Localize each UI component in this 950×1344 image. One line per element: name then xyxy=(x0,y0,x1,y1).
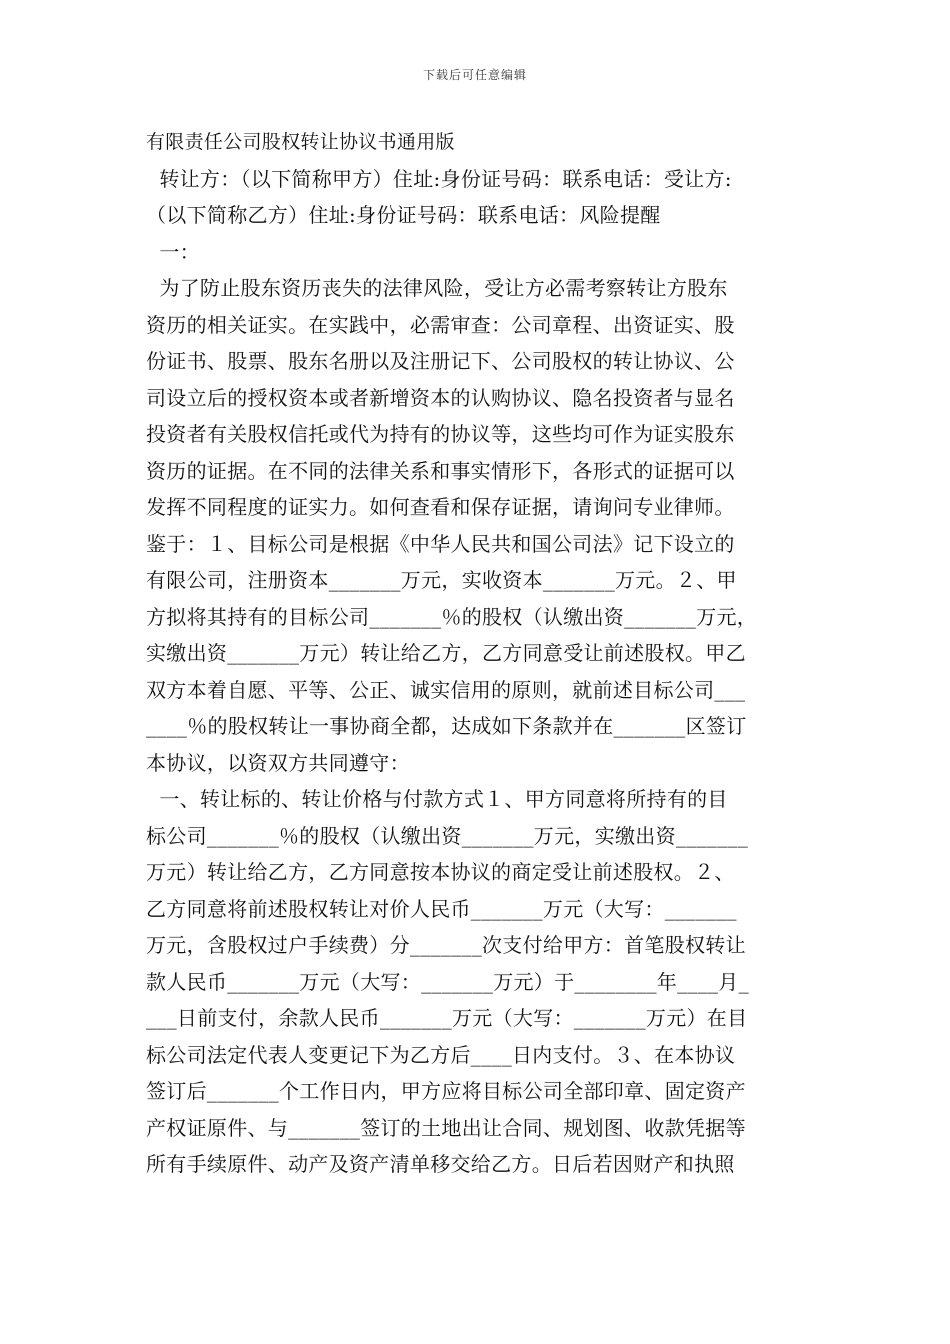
text-line: 实缴出资_______万元）转让给乙方，乙方同意受让前述股权。甲乙 xyxy=(146,641,746,665)
text-line: 为了防止股东资历丧失的法律风险，受让方必需考察转让方股东 xyxy=(146,276,728,300)
text-line: 万元，含股权过户手续费）分_______次支付给甲方：首笔股权转让 xyxy=(146,933,746,957)
text-line: 标公司法定代表人变更记下为乙方后____日内支付。３、在本协议 xyxy=(146,1042,736,1067)
text-line: 方拟将其持有的目标公司_______％的股权（认缴出资_______万元， xyxy=(146,604,758,629)
text-line: 本协议，以资双方共同遵守： xyxy=(146,750,410,775)
text-line: 转让方：（以下简称甲方）住址:身份证号码：联系电话：受让方: xyxy=(146,166,732,191)
text-line: 资历的证据。在不同的法律关系和事实情形下，各形式的证据可以 xyxy=(146,458,735,483)
text-line: 一、转让标的、转让价格与付款方式１、甲方同意将所持有的目 xyxy=(146,787,728,811)
text-line: （以下简称乙方）住址:身份证号码：联系电话：风险提醒 xyxy=(146,203,661,227)
text-line: 双方本着自愿、平等、公正、诚实信用的原则，就前述目标公司___ xyxy=(146,677,746,702)
text-line: 签订后_______个工作日内，甲方应将目标公司全部印章、固定资产 xyxy=(146,1079,746,1103)
text-line: 份证书、股票、股东名册以及注册记下、公司股权的转让协议、公 xyxy=(146,349,735,373)
text-line: 资历的相关证实。在实践中，必需审查：公司章程、出资证实、股 xyxy=(146,312,735,337)
text-line: 司设立后的授权资本或者新增资本的认购协议、隐名投资者与显名 xyxy=(146,385,735,410)
text-line: ___日前支付，余款人民币_______万元（大写：_______万元）在目 xyxy=(146,1006,748,1030)
text-line: 标公司_______％的股权（认缴出资_______万元，实缴出资_______ xyxy=(146,823,748,848)
document-body xyxy=(146,124,814,1183)
text-line: 有限公司，注册资本_______万元，实收资本_______万元。２、甲 xyxy=(146,568,737,592)
text-line: 投资者有关股权信托或代为持有的协议等，这些均可作为证实股东 xyxy=(146,422,735,446)
text-line: 万元）转让给乙方，乙方同意按本协议的商定受让前述股权。２、 xyxy=(146,860,735,884)
paragraph-lines xyxy=(146,161,814,1183)
text-line: 所有手续原件、动产及资产清单移交给乙方。日后若因财产和执照 xyxy=(146,1152,735,1176)
text-line: 发挥不同程度的证实力。如何查看和保存证据，请询问专业律师。 xyxy=(146,495,735,519)
text-line: ____％的股权转让一事协商全都，达成如下条款并在_______区签订 xyxy=(146,714,747,738)
text-line: 鉴于：１、目标公司是根据《中华人民共和国公司法》记下设立的 xyxy=(146,531,735,556)
text-line: 款人民币_______万元（大写：_______万元）于________年____月_ xyxy=(146,969,749,994)
text-line: 乙方同意将前述股权转让对价人民币_______万元（大写：_______ xyxy=(146,896,737,921)
document-title: 有限责任公司股权转让协议书通用版 xyxy=(146,131,455,153)
header-note: 下载后可任意编辑 xyxy=(422,68,527,82)
text-line: 产权证原件、与_______签订的土地出让合同、规划图、收款凭据等 xyxy=(146,1115,746,1140)
text-line: 一： xyxy=(146,239,200,264)
